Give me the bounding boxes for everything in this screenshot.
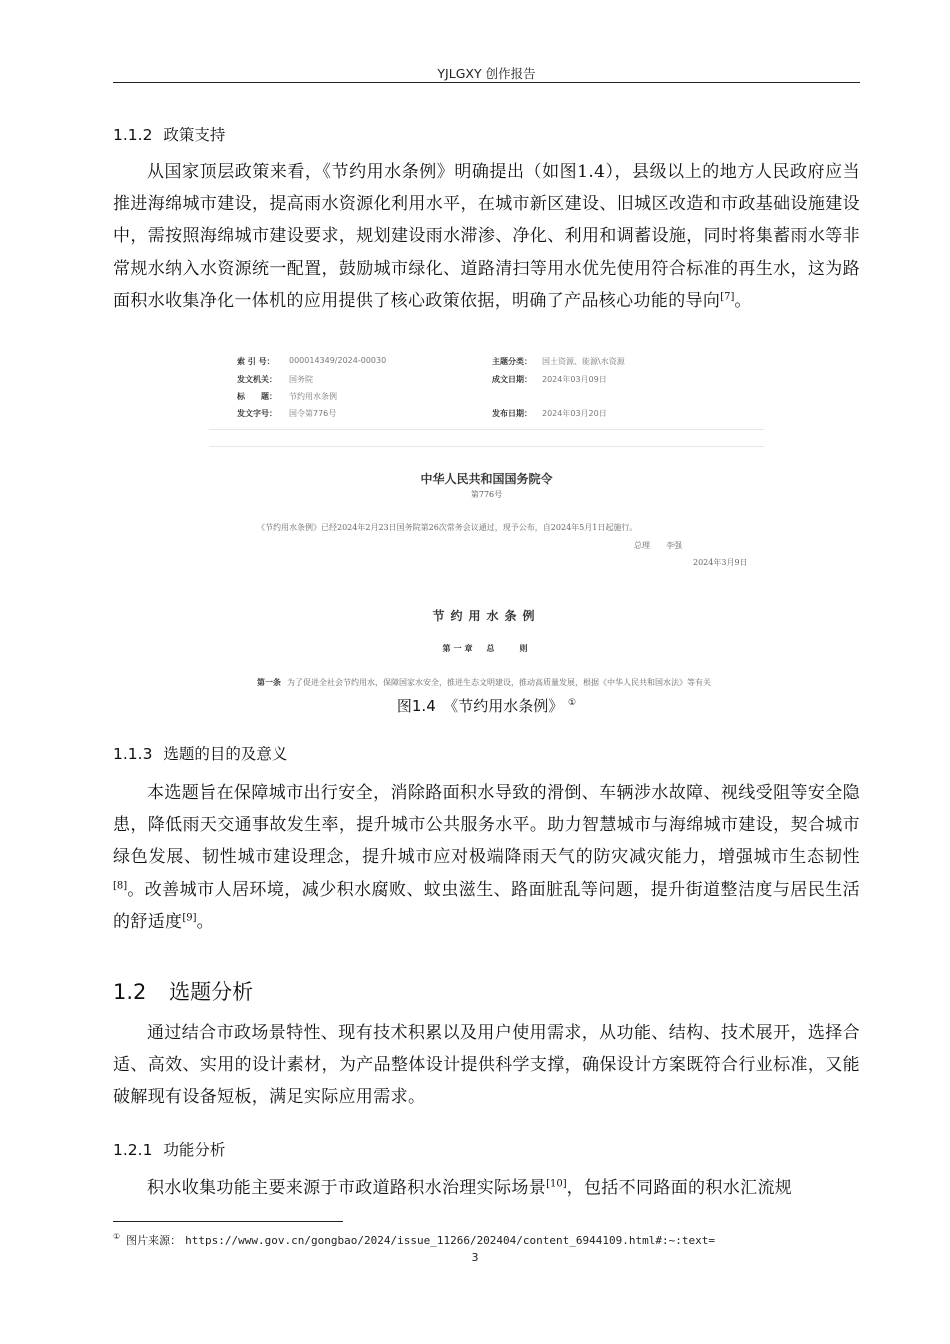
order-title: 中华人民共和国国务院令 bbox=[420, 472, 553, 486]
paragraph-purpose bbox=[113, 777, 860, 938]
meta-row bbox=[237, 374, 757, 388]
meta-value: 国土资源、能源\水资源 bbox=[542, 357, 625, 366]
meta-value: 节约用水条例 bbox=[289, 392, 337, 401]
meta-row bbox=[237, 356, 757, 370]
meta-key: 发文字号： bbox=[237, 409, 277, 418]
heading-number: 1.1.3 bbox=[113, 745, 153, 763]
paragraph-policy-support bbox=[113, 156, 860, 317]
running-header: YJLGXY 创作报告 bbox=[437, 66, 536, 81]
figure-order-document bbox=[209, 446, 764, 688]
page-number: 3 bbox=[471, 1251, 479, 1264]
heading-1-1-2 bbox=[113, 123, 225, 145]
paragraph-function-analysis bbox=[113, 1172, 860, 1204]
meta-row bbox=[237, 408, 757, 422]
meta-key: 成文日期： bbox=[492, 375, 532, 384]
footnote-mark: ① bbox=[113, 1232, 121, 1242]
caption-text: 图1.4 《节约用水条例》 bbox=[396, 697, 564, 715]
paragraph-text: 积水收集功能主要来源于市政道路积水治理实际场景 bbox=[147, 1178, 547, 1198]
citation-9[interactable]: [9] bbox=[182, 912, 197, 924]
order-text: 《节约用水条例》已经2024年2月23日国务院第26次常务会议通过，现予公布，自2024年5月1日起施行。 bbox=[257, 523, 638, 532]
heading-number: 1.2.1 bbox=[113, 1141, 153, 1159]
meta-value: 2024年03月09日 bbox=[542, 375, 607, 384]
citation-7[interactable]: [7] bbox=[720, 291, 735, 303]
paragraph-text: 本选题旨在保障城市出行安全，消除路面积水导致的滑倒、车辆涉水故障、视线受阻等安全隐患，降低雨天交通事故发生率，提升城市公共服务水平。助力智慧城市与海绵城市建设，契合城市绿色发展、韧性城市建设理念，提升城市应对极端降雨天气的防灾减灾能力，增强城市生态韧性 bbox=[113, 783, 860, 868]
meta-key: 索 引 号： bbox=[237, 357, 275, 366]
meta-value: 000014349/2024-00030 bbox=[289, 356, 387, 365]
heading-text: 选题分析 bbox=[169, 980, 254, 1004]
meta-value: 国令第776号 bbox=[289, 409, 337, 418]
footnote-url[interactable]: https://www.gov.cn/gongbao/2024/issue_11266/202404/content_6944109.html#:~:text= bbox=[185, 1234, 715, 1247]
paragraph-topic-analysis bbox=[113, 1017, 860, 1114]
meta-key: 发布日期： bbox=[492, 409, 532, 418]
heading-1-2 bbox=[113, 976, 253, 1006]
footnote-rule bbox=[113, 1221, 343, 1222]
heading-text: 政策支持 bbox=[163, 126, 226, 144]
meta-key: 主题分类： bbox=[492, 357, 532, 366]
paragraph-tail: 。 bbox=[196, 911, 214, 932]
paragraph-tail: 。 bbox=[734, 290, 752, 311]
meta-row bbox=[237, 391, 757, 405]
regulation-title: 节约用水条例 bbox=[432, 609, 541, 623]
meta-value: 国务院 bbox=[289, 375, 313, 384]
figure-metadata-panel bbox=[209, 347, 764, 430]
heading-number: 1.1.2 bbox=[113, 126, 153, 144]
footnote bbox=[113, 1232, 715, 1248]
caption-footnote-mark[interactable]: ① bbox=[568, 698, 577, 708]
header-rule bbox=[113, 82, 860, 83]
meta-key: 标 题： bbox=[237, 392, 277, 401]
heading-number: 1.2 bbox=[113, 980, 147, 1004]
paragraph-text: 从国家顶层政策来看，《节约用水条例》明确提出（如图1.4），县级以上的地方人民政府应当推进海绵城市建设，提高雨水资源化利用水平，在城市新区建设、旧城区改造和市政基础设施建设中，需按照海绵城市建设要求，规划建设雨水滞渗、净化、利用和调蓄设施，同时将集蓄雨水等非常规水纳入水资源统一配置，鼓励城市绿化、道路清扫等用水优先使用符合标准的再生水，这为路面积水收集净化一体机的应用提供了核心政策依据，明确了产品核心功能的导向 bbox=[113, 162, 860, 311]
meta-value: 2024年03月20日 bbox=[542, 409, 607, 418]
heading-1-1-3 bbox=[113, 742, 287, 764]
chapter-title: 第一章 总 则 bbox=[442, 643, 531, 653]
citation-10[interactable]: [10] bbox=[546, 1178, 567, 1190]
meta-key: 发文机关： bbox=[237, 375, 277, 384]
article-text: 为了促进全社会节约用水，保障国家水安全，推进生态文明建设，推动高质量发展，根据《中华人民共和国水法》等有关 bbox=[287, 678, 711, 687]
order-signer: 总理 李强 bbox=[634, 541, 682, 550]
heading-text: 选题的目的及意义 bbox=[163, 745, 288, 763]
paragraph-text: ，包括不同路面的积水汇流规 bbox=[566, 1178, 793, 1198]
paragraph-text: 通过结合市政场景特性、现有技术积累以及用户使用需求，从功能、结构、技术展开，选择合适、高效、实用的设计素材，为产品整体设计提供科学支撑，确保设计方案既符合行业标准，又能破解现有设备短板，满足实际应用需求。 bbox=[113, 1023, 860, 1108]
order-number: 第776号 bbox=[470, 490, 503, 499]
order-date: 2024年3月9日 bbox=[693, 558, 748, 567]
article-label: 第一条 bbox=[257, 677, 281, 687]
article-line bbox=[257, 677, 711, 688]
heading-text: 功能分析 bbox=[163, 1141, 226, 1159]
paragraph-text: 。改善城市人居环境，减少积水腐败、蚊虫滋生、路面脏乱等问题，提升街道整洁度与居民生活的舒适度 bbox=[113, 879, 860, 932]
figure-caption bbox=[113, 695, 860, 716]
citation-8[interactable]: [8] bbox=[113, 879, 128, 891]
heading-1-2-1 bbox=[113, 1138, 225, 1160]
footnote-label: 图片来源： bbox=[126, 1234, 182, 1247]
